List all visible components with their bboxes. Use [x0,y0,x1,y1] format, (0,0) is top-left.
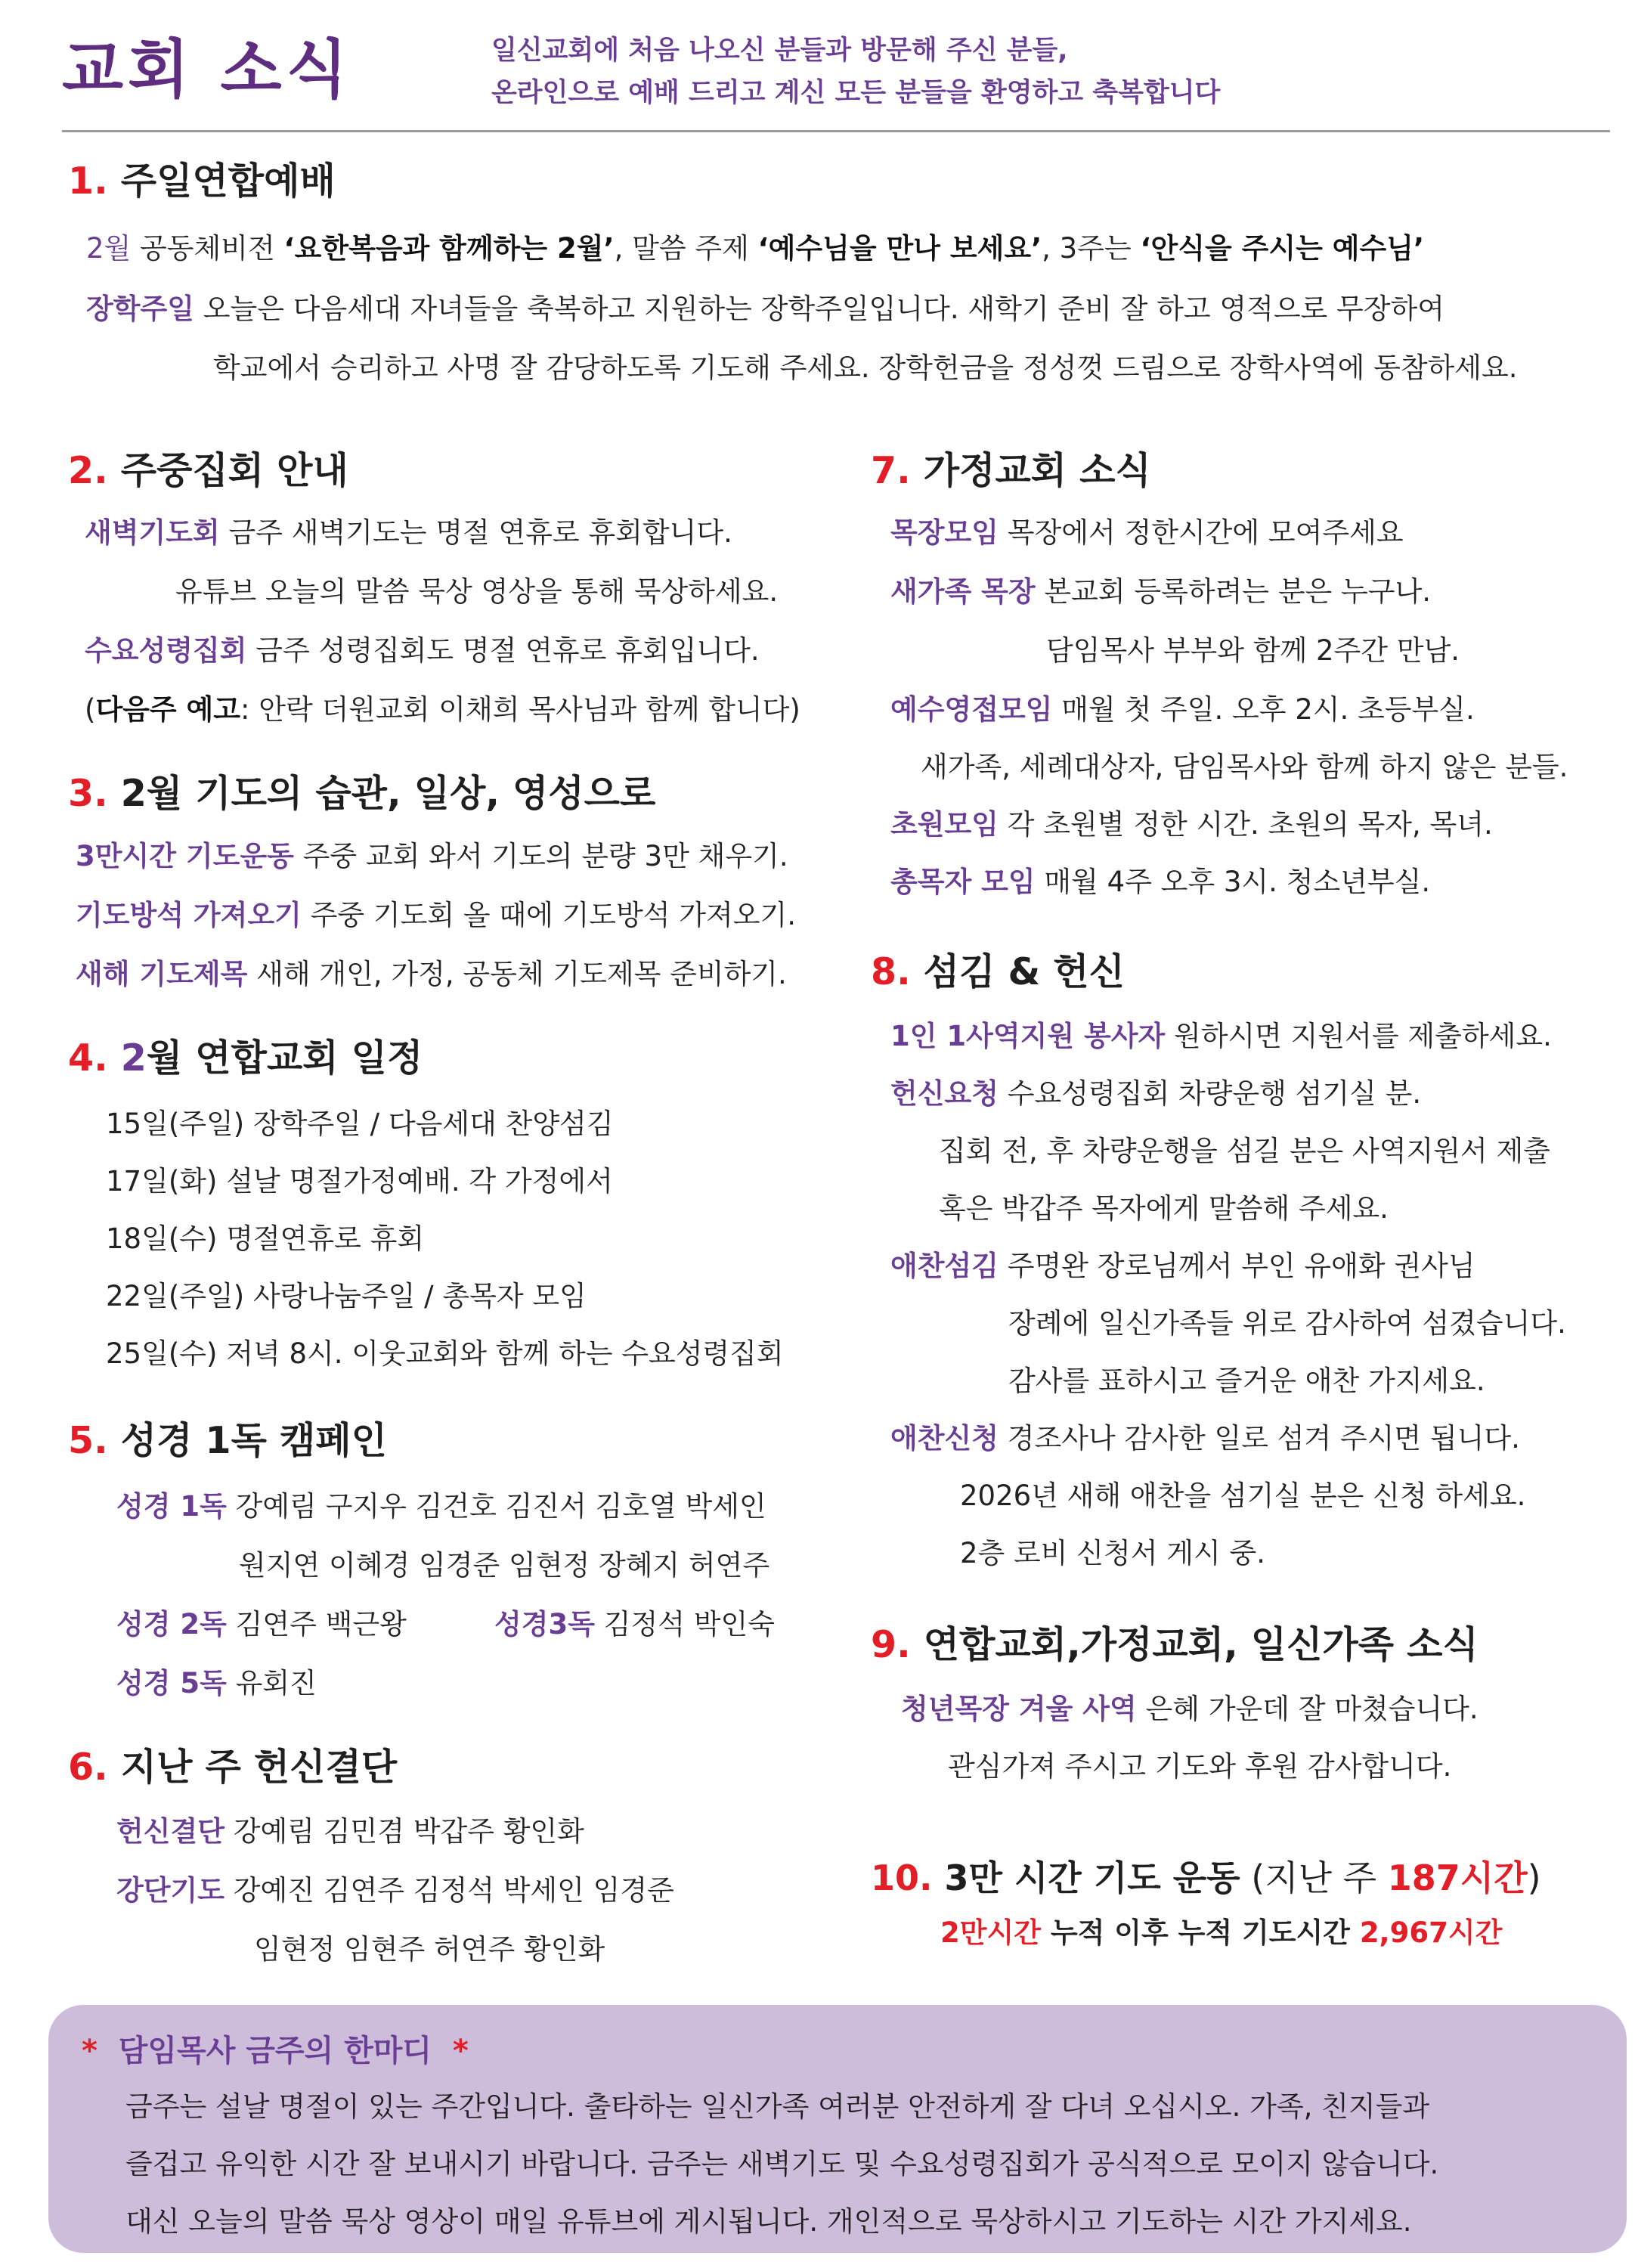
section-title-month: 2 [120,1036,147,1080]
text: , 3주는 [1042,232,1141,265]
section-5-heading [68,1418,387,1464]
text: 매월 첫 주일. 오후 2시. 초등부실. [1052,693,1475,726]
s1-line-1 [86,230,1424,268]
s5-row-3a [116,1606,407,1644]
text: 수요성령집회 차량운행 섬기실 분. [998,1077,1422,1110]
s3-line-3 [76,956,787,993]
keyword: 새가족 목장 [890,575,1036,608]
keyword: 초원모임 [890,808,999,841]
text: 공동체비전 [131,232,284,265]
text: 누적 이후 누적 기도시간 [1040,1916,1360,1949]
title-text: 담임목사 금주의 한마디 [118,2034,432,2068]
section-title: 월 연합교회 일정 [146,1036,423,1080]
text-bold: ‘예수님을 만나 보세요’ [757,232,1042,265]
s7-line-5: 새가족, 세례대상자, 담임목사와 함께 하지 않은 분들. [921,751,1568,783]
keyword: 청년목장 겨울 사역 [901,1693,1137,1725]
star-icon: * [452,2034,469,2068]
s8-line-4: 혹은 박갑주 목자에게 말씀해 주세요. [939,1192,1389,1225]
text: 주명완 장로님께서 부인 유애화 권사님 [998,1250,1475,1282]
s7-line-7 [890,863,1430,901]
section-number: 1. [68,160,108,203]
s8-line-10: 2층 로비 신청서 게시 중. [960,1537,1266,1569]
text-bold: 다음주 예고 [95,693,241,726]
text-bold: ‘요한복음과 함께하는 2월’ [283,232,615,265]
section-number: 7. [871,449,911,492]
section-number: 9. [871,1623,911,1666]
text: , 말씀 주제 [614,232,758,265]
text: 김연주 백근왕 [226,1608,407,1641]
pastor-line-1: 금주는 설날 명절이 있는 주간입니다. 출타하는 일신가족 여러분 안전하게 잘 다녀 오십시오. 가족, 친지들과 [125,2090,1430,2123]
keyword: 예수영접모임 [890,693,1053,726]
keyword: 헌신요청 [890,1077,999,1110]
keyword: 1인 1사역지원 봉사자 [890,1020,1166,1052]
s5-row-4 [116,1665,317,1703]
section-7-heading [871,448,1151,494]
text: 금주 성령집회도 명절 연휴로 휴회입니다. [246,634,760,667]
s2-line-2: 유튜브 오늘의 말씀 묵상 영상을 통해 묵상하세요. [175,575,779,608]
section-title: 주중집회 안내 [120,449,348,492]
keyword: 헌신결단 [116,1815,224,1848]
milestone-hours: 2만시간 [940,1916,1041,1949]
s8-line-9: 2026년 새해 애찬을 섬기실 분은 신청 하세요. [960,1479,1526,1512]
pastor-line-3: 대신 오늘의 말씀 묵상 영상이 매일 유튜브에 게시됩니다. 개인적으로 묵상하시고 기도하는 시간 가지세요. [125,2205,1412,2238]
section-title: 주일연합예배 [120,160,336,203]
s5-row-2: 원지연 이혜경 임경준 임현정 장혜지 허연주 [239,1549,770,1582]
keyword: 새벽기도회 [85,516,220,549]
text: 강예림 김민겸 박갑주 황인화 [224,1815,584,1848]
keyword: 수요성령집회 [85,634,247,667]
text: 오늘은 다음세대 자녀들을 축복하고 지원하는 장학주일입니다. 새학기 준비 잘 하고 영적으로 무장하여 [194,293,1445,325]
text: 목장에서 정한시간에 모여주세요 [998,516,1404,549]
text: 강예진 김연주 김정석 박세인 임경준 [224,1874,674,1907]
schedule-item: 18일(수) 명절연휴로 휴회 [106,1222,425,1255]
s2-line-3 [85,632,760,670]
s1-line-2 [86,290,1444,328]
pastor-message-title [82,2031,469,2071]
text: 주중 기도회 올 때에 기도방석 가져오기. [301,899,797,931]
section-title: 지난 주 헌신결단 [120,1746,398,1789]
keyword: 애찬신청 [890,1422,999,1455]
s8-line-7: 감사를 표하시고 즐거운 애찬 가지세요. [1008,1365,1485,1397]
section-3-heading [68,771,655,816]
text-bold: ‘안식을 주시는 예수님’ [1140,232,1425,265]
section-9-heading [871,1622,1479,1668]
text: ) [1527,1857,1541,1898]
s7-line-6 [890,806,1493,844]
s5-row-1 [116,1488,766,1526]
text: 각 초원별 정한 시간. 초원의 목자, 목녀. [998,808,1493,841]
s8-line-2 [890,1075,1421,1113]
s7-line-2 [890,573,1431,611]
section-8-heading [871,950,1125,995]
keyword: 2월 [86,232,132,265]
keyword: 성경 1독 [116,1490,227,1523]
s6-row-2 [116,1872,674,1910]
pastor-message-box [48,2005,1627,2253]
header-divider [62,130,1610,132]
schedule-item: 15일(주일) 장학주일 / 다음세대 찬양섬김 [106,1108,614,1140]
s9-line-2: 관심가져 주시고 기도와 후원 감사합니다. [948,1750,1452,1783]
schedule-item: 22일(주일) 사랑나눔주일 / 총목자 모임 [106,1280,587,1312]
text: 본교회 등록하려는 분은 누구나. [1035,575,1432,608]
s10-line-1 [940,1914,1502,1952]
section-number: 6. [68,1746,108,1789]
keyword: 목장모임 [890,516,999,549]
section-number: 2. [68,449,108,492]
s5-row-3b [494,1606,775,1644]
text: 김정석 박인숙 [594,1608,775,1641]
s7-line-1 [890,514,1404,552]
s6-row-1 [116,1813,584,1851]
weekly-hours: 187시간 [1387,1857,1528,1898]
s7-line-4 [890,691,1475,729]
text: 새해 개인, 가정, 공동체 기도제목 준비하기. [247,958,787,990]
s2-line-4 [85,691,800,729]
s3-line-1 [76,838,788,875]
keyword: 3만시간 기도운동 [76,840,294,872]
s8-line-5 [890,1247,1475,1285]
keyword: 새해 기도제목 [76,958,248,990]
keyword: 성경3독 [494,1608,595,1641]
text: 유회진 [226,1667,317,1699]
section-title: 연합교회,가정교회, 일신가족 소식 [923,1623,1479,1666]
s9-line-1 [901,1690,1479,1728]
keyword: 강단기도 [116,1874,224,1907]
s8-line-1 [890,1018,1552,1055]
section-4-heading [68,1036,423,1081]
section-title: 섬김 & 헌신 [923,950,1125,993]
text: 금주 새벽기도는 명절 연휴로 휴회합니다. [219,516,732,549]
schedule-item: 25일(수) 저녁 8시. 이웃교회와 함께 하는 수요성령집회 [106,1337,784,1370]
s6-row-3: 임현정 임현주 허연주 황인화 [254,1933,605,1966]
text: 주중 교회 와서 기도의 분량 3만 채우기. [293,840,788,872]
section-2-heading [68,448,348,494]
section-title: 가정교회 소식 [923,449,1151,492]
keyword: 애찬섬김 [890,1250,999,1282]
text: 원하시면 지원서를 제출하세요. [1165,1020,1552,1052]
s8-line-3: 집회 전, 후 차량운행을 섬길 분은 사역지원서 제출 [939,1135,1550,1167]
section-number: 8. [871,950,911,993]
text: 경조사나 감사한 일로 섬겨 주시면 됩니다. [998,1422,1520,1455]
section-number: 10. [871,1857,933,1898]
text: : 안락 더원교회 이채희 목사님과 함께 합니다) [240,693,800,726]
keyword: 성경 2독 [116,1608,227,1641]
s2-line-1 [85,514,732,552]
keyword: 총목자 모임 [890,866,1036,898]
keyword: 장학주일 [86,293,194,325]
section-title: 성경 1독 캠페인 [120,1419,387,1462]
s8-line-8 [890,1420,1520,1458]
total-hours: 2,967시간 [1359,1916,1503,1949]
section-6-heading [68,1745,397,1790]
text: ( [85,693,96,726]
section-number: 5. [68,1419,108,1462]
text: 강예림 구지우 김건호 김진서 김호열 박세인 [226,1490,766,1523]
section-title: 2월 기도의 습관, 일상, 영성으로 [120,772,656,815]
page-title: 교회 소식 [62,33,352,107]
welcome-line-2: 온라인으로 예배 드리고 계신 모든 분들을 환영하고 축복합니다 [491,78,1221,108]
section-1-heading [68,159,336,204]
section-number: 4. [68,1036,108,1080]
text: (지난 주 [1240,1857,1388,1898]
section-number: 3. [68,772,108,815]
star-icon: * [82,2034,98,2068]
pastor-line-2: 즐겁고 유익한 시간 잘 보내시기 바랍니다. 금주는 새벽기도 및 수요성령집회가 공식적으로 모이지 않습니다. [125,2148,1439,2180]
s1-line-3: 학교에서 승리하고 사명 잘 감당하도록 기도해 주세요. 장학헌금을 정성껏 드림으로 장학사역에 동참하세요. [213,352,1518,384]
keyword: 기도방석 가져오기 [76,899,302,931]
schedule-item: 17일(화) 설날 명절가정예배. 각 가정에서 [106,1165,613,1198]
s8-line-6: 장례에 일신가족들 위로 감사하여 섬겼습니다. [1008,1307,1566,1340]
text: 매월 4주 오후 3시. 청소년부실. [1035,866,1431,898]
s3-line-2 [76,897,796,934]
keyword: 성경 5독 [116,1667,227,1699]
section-10-heading [871,1855,1541,1901]
s7-line-3: 담임목사 부부와 함께 2주간 만남. [1046,634,1460,667]
welcome-line-1: 일신교회에 처음 나오신 분들과 방문해 주신 분들, [491,36,1068,66]
text: 은혜 가운데 잘 마쳤습니다. [1136,1693,1479,1725]
section-title: 3만 시간 기도 운동 [944,1857,1240,1898]
